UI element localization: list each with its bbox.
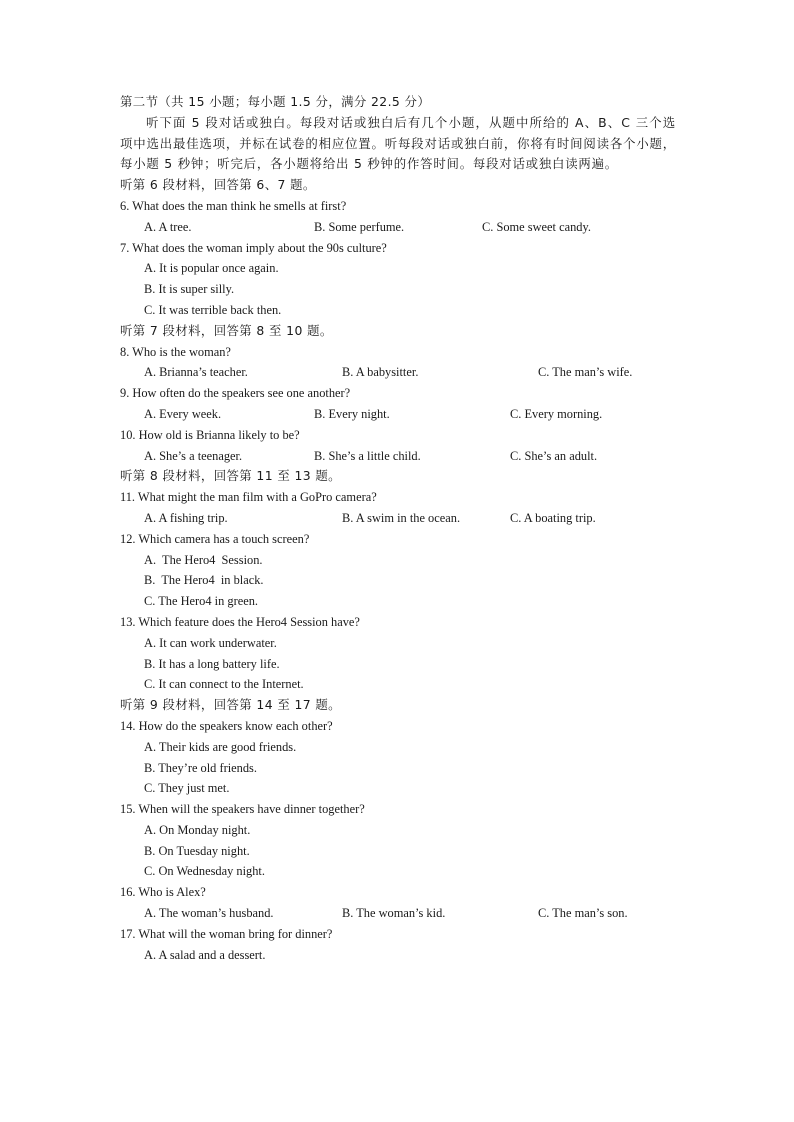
question-8-stem: 8. Who is the woman? xyxy=(120,344,231,359)
option-c[interactable]: C. Some sweet candy. xyxy=(482,219,591,234)
question-7-stem: 7. What does the woman imply about the 90s culture? xyxy=(120,240,387,255)
option-b[interactable]: B. It is super silly. xyxy=(144,282,235,297)
question-10-options xyxy=(120,446,676,467)
option-c[interactable]: C. The man’s son. xyxy=(538,906,628,921)
question-15-stem: 15. When will the speakers have dinner together? xyxy=(120,802,365,817)
option-a[interactable]: A. Every week. xyxy=(144,406,222,421)
question-11-options xyxy=(120,508,676,529)
option-c[interactable]: C. Every morning. xyxy=(510,406,603,421)
segment-header-9: 听第 9 段材料，回答第 14 至 17 题。 xyxy=(120,697,341,713)
segment-header-8: 听第 8 段材料，回答第 11 至 13 题。 xyxy=(120,468,341,484)
option-c[interactable]: C. The man’s wife. xyxy=(538,365,633,380)
question-6-stem: 6. What does the man think he smells at first? xyxy=(120,198,347,213)
question-17-stem: 17. What will the woman bring for dinner? xyxy=(120,926,333,941)
option-a[interactable]: A. A salad and a dessert. xyxy=(144,947,266,962)
option-a[interactable]: A. On Monday night. xyxy=(144,822,251,837)
option-a[interactable]: A. A fishing trip. xyxy=(144,510,228,525)
exam-page xyxy=(120,92,676,965)
option-b[interactable]: B. They’re old friends. xyxy=(144,760,257,775)
question-9-options xyxy=(120,404,676,425)
option-a[interactable]: A. The Hero4 Session. xyxy=(144,552,263,567)
question-6-options xyxy=(120,217,676,238)
question-16-options xyxy=(120,903,676,924)
segment-header-6: 听第 6 段材料，回答第 6、7 题。 xyxy=(120,177,316,193)
question-12-stem: 12. Which camera has a touch screen? xyxy=(120,531,310,546)
option-a[interactable]: A. It can work underwater. xyxy=(144,635,277,650)
option-a[interactable]: A. She’s a teenager. xyxy=(144,448,243,463)
instructions-paragraph: 听下面 5 段对话或独白。每段对话或独白后有几个小题，从题中所给的 A、B、C 三个选项中选出最佳选项，并标在试卷的相应位置。听每段对话或独白前，你将有时间阅读各个小题，每小题 5 秒钟；听完后，各小题将给出 5 秒钟的作答时间。每段对话或独白读两遍。 xyxy=(120,114,676,172)
question-10-stem: 10. How old is Brianna likely to be? xyxy=(120,427,300,442)
option-a[interactable]: A. It is popular once again. xyxy=(144,261,279,276)
segment-header-7: 听第 7 段材料，回答第 8 至 10 题。 xyxy=(120,322,333,338)
option-a[interactable]: A. A tree. xyxy=(144,219,192,234)
question-13-stem: 13. Which feature does the Hero4 Session have? xyxy=(120,614,360,629)
option-b[interactable]: B. It has a long battery life. xyxy=(144,656,280,671)
option-c[interactable]: C. On Wednesday night. xyxy=(144,864,265,879)
option-b[interactable]: B. A swim in the ocean. xyxy=(342,510,461,525)
option-c[interactable]: C. She’s an adult. xyxy=(510,448,598,463)
question-9-stem: 9. How often do the speakers see one another? xyxy=(120,386,351,401)
option-b[interactable]: B. Every night. xyxy=(314,406,390,421)
option-b[interactable]: B. A babysitter. xyxy=(342,365,419,380)
option-b[interactable]: B. She’s a little child. xyxy=(314,448,421,463)
option-b[interactable]: B. Some perfume. xyxy=(314,219,405,234)
option-b[interactable]: B. On Tuesday night. xyxy=(144,843,250,858)
option-c[interactable]: C. A boating trip. xyxy=(510,510,596,525)
option-c[interactable]: C. The Hero4 in green. xyxy=(144,594,259,609)
question-14-stem: 14. How do the speakers know each other? xyxy=(120,718,333,733)
option-a[interactable]: A. The woman’s husband. xyxy=(144,906,274,921)
question-16-stem: 16. Who is Alex? xyxy=(120,885,206,900)
option-a[interactable]: A. Brianna’s teacher. xyxy=(144,365,248,380)
option-c[interactable]: C. It was terrible back then. xyxy=(144,302,282,317)
question-11-stem: 11. What might the man film with a GoPro camera? xyxy=(120,490,377,505)
option-c[interactable]: C. It can connect to the Internet. xyxy=(144,677,304,692)
section-title: 第二节（共 15 小题；每小题 1.5 分，满分 22.5 分） xyxy=(120,94,431,109)
question-8-options xyxy=(120,362,676,383)
option-c[interactable]: C. They just met. xyxy=(144,781,230,796)
option-a[interactable]: A. Their kids are good friends. xyxy=(144,739,297,754)
option-b[interactable]: B. The woman’s kid. xyxy=(342,906,446,921)
option-b[interactable]: B. The Hero4 in black. xyxy=(144,573,264,588)
